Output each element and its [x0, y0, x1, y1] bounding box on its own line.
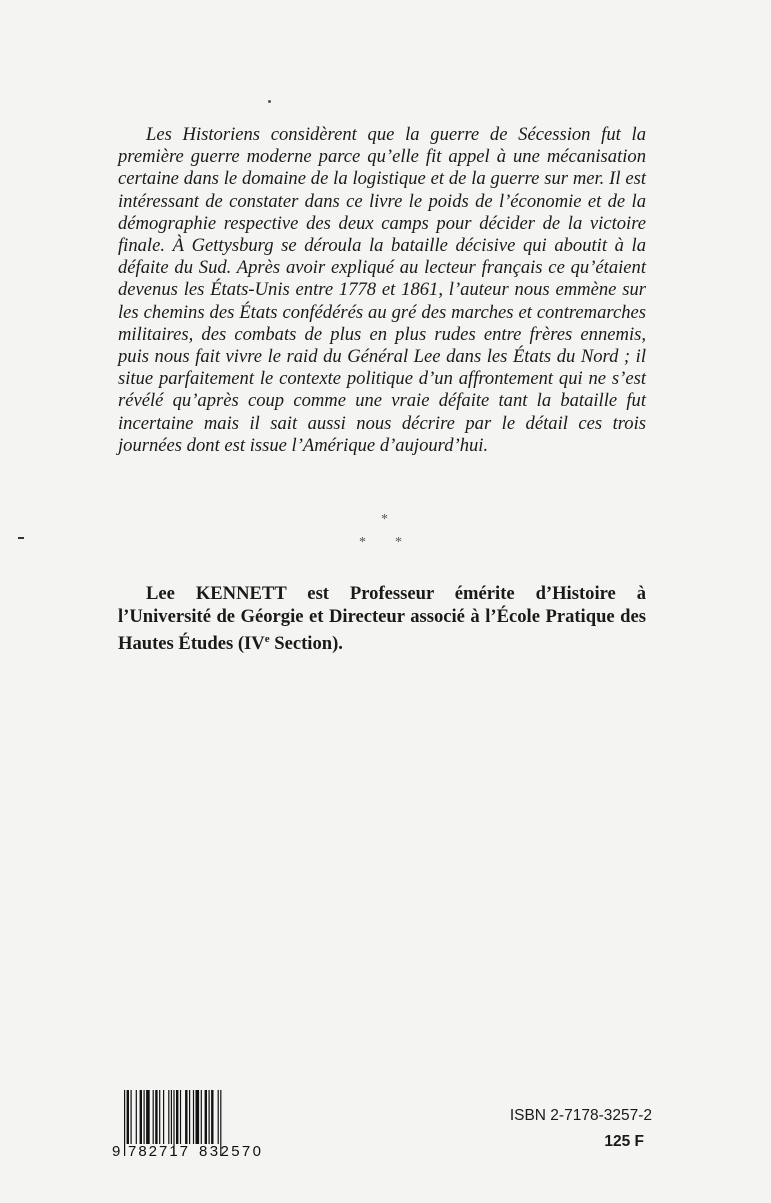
edge-mark	[18, 537, 24, 539]
separator-star: *	[395, 535, 402, 550]
speck-dot	[268, 100, 271, 103]
barcode-bar	[218, 1090, 219, 1144]
barcode-right-digits: 832570	[199, 1143, 261, 1160]
barcode-bar	[211, 1090, 213, 1144]
barcode-bar	[163, 1090, 164, 1144]
barcode-bar	[209, 1090, 210, 1144]
barcode-bar	[127, 1090, 129, 1144]
barcode-bar	[124, 1090, 125, 1156]
barcode-bar	[171, 1090, 172, 1144]
barcode-bar	[205, 1090, 207, 1144]
barcode-bar	[201, 1090, 202, 1144]
barcode-bar	[140, 1090, 142, 1144]
author-bio	[118, 583, 646, 656]
barcode-bar	[146, 1090, 150, 1144]
separator-star: *	[381, 512, 388, 527]
bio-superscript: e	[264, 633, 270, 645]
separator-star: *	[359, 535, 366, 550]
barcode-bar	[185, 1090, 187, 1144]
barcode-bar	[144, 1090, 145, 1144]
barcode-bar	[136, 1090, 137, 1144]
barcode-bar	[196, 1090, 200, 1144]
barcode-bar	[180, 1090, 181, 1144]
barcode-first-digit: 9	[112, 1143, 121, 1160]
barcode-bar	[131, 1090, 132, 1144]
barcode-bar	[176, 1090, 178, 1144]
barcode-bar	[155, 1090, 157, 1144]
barcode-bar	[193, 1090, 194, 1144]
barcode-left-digits: 782717	[128, 1143, 188, 1160]
barcode-bar	[153, 1090, 154, 1144]
blurb-paragraph: Les Historiens considèrent que la guerre de Sécession fut la première guerre moderne parce qu’elle fit appel à une mécanisation certaine dans le domaine de la logistique et de la guerre sur mer. Il est intéressant de constater dans ce livre le poids de l’économie et de la démographie respective des deux camps pour décider de la victoire finale. À Gettysburg se déroula la bataille décisive qui aboutit à la défaite du Sud. Après avoir expliqué au lecteur français ce qu’étaient devenus les États-Unis entre 1778 et 1861, l’auteur nous emmène sur les chemins des États confédérés au gré des marches et contremarches militaires, des combats de plus en plus rudes entre frères ennemis, puis nous fait vivre le raid du Général Lee dans les États du Nord ; il situe parfaitement le contexte politique d’un affrontement qui ne s’est révélé qu’après coup comme une vraie défaite tant la bataille fut incertaine mais il sait aussi nous décrire par le détail ces trois journées dont est issue l’Amérique d’aujourd’hui.	[118, 124, 646, 456]
barcode-bar	[168, 1090, 169, 1144]
isbn: ISBN 2-7178-3257-2	[509, 1107, 652, 1124]
price: 125 F	[604, 1133, 644, 1150]
bio-text: Lee KENNETT est Professeur émérite d’Histoire à l’Université de Géorgie et Directeur associé à l’École Pratique des Hautes Études (IV	[118, 583, 646, 655]
barcode	[112, 1088, 276, 1160]
bio-text-end: Section).	[269, 633, 343, 655]
barcode-bar	[159, 1090, 160, 1144]
barcode-bar	[189, 1090, 190, 1144]
